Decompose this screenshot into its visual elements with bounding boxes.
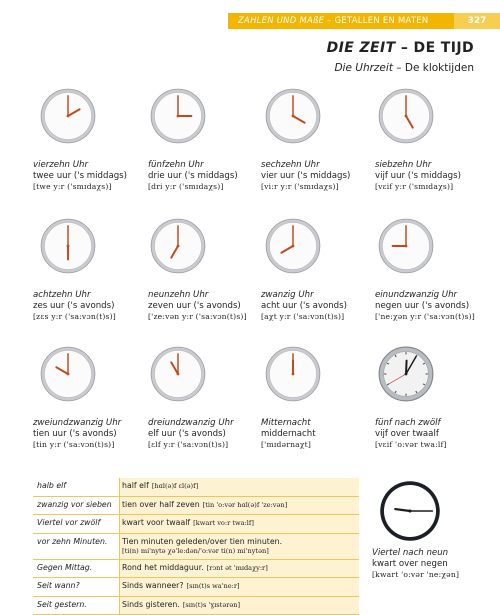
clock-caption xyxy=(261,160,376,192)
clock-label-nl: vijf uur ('s middags) xyxy=(375,171,490,182)
clock-face-icon xyxy=(40,346,96,402)
phrase-pronunciation: [kwart vo:r twa:lf] xyxy=(193,519,254,527)
phrase-de: Viertel vor zwölf xyxy=(37,518,100,527)
phrase-de: Seit wann? xyxy=(37,581,80,590)
clock-image xyxy=(265,88,321,144)
clock-label-nl: middernacht xyxy=(261,429,376,440)
clock-label-de: fünf nach zwölf xyxy=(375,418,490,429)
clock-face-icon xyxy=(40,88,96,144)
clock-image xyxy=(40,346,96,402)
phrase-translation-cell xyxy=(119,515,359,533)
phrase-row xyxy=(33,597,359,615)
section-header-bar xyxy=(228,13,500,29)
clock-pronunciation: [vɛif y:r ('smɪdaχs)] xyxy=(375,182,490,193)
clock-label-de: neunzehn Uhr xyxy=(148,290,263,301)
clock-label-de: achtzehn Uhr xyxy=(33,290,148,301)
phrase-row xyxy=(33,497,359,516)
clock-label-nl: zeven uur ('s avonds) xyxy=(148,301,263,312)
page-title-nl: DE TIJD xyxy=(414,40,474,56)
wall-clock-caption xyxy=(372,548,487,580)
clock-label-nl: negen uur ('s avonds) xyxy=(375,301,490,312)
clock-caption xyxy=(261,290,376,322)
clock-caption xyxy=(148,290,263,322)
clock-pronunciation: [dri y:r ('smɪdaχs)] xyxy=(148,182,263,193)
page-title-de: DIE ZEIT xyxy=(327,40,396,56)
page-title xyxy=(327,40,474,56)
clock-image xyxy=(378,218,434,274)
phrase-translation-cell xyxy=(119,560,359,578)
phrase-nl xyxy=(122,518,254,527)
clock-caption xyxy=(33,418,148,450)
phrase-nl xyxy=(122,500,287,509)
page-subtitle-nl: De kloktijden xyxy=(405,62,474,74)
clock-caption xyxy=(375,418,490,450)
clock-label-nl: drie uur ('s middags) xyxy=(148,171,263,182)
clock-label-nl: vier uur ('s middags) xyxy=(261,171,376,182)
phrase-row xyxy=(33,478,359,497)
clock-caption xyxy=(33,290,148,322)
clock-face-icon xyxy=(265,346,321,402)
clock-caption xyxy=(261,418,376,450)
clock-image xyxy=(265,346,321,402)
phrase-nl-text: Tien minuten geleden/over tien minuten. xyxy=(122,537,282,546)
wall-clock-pronunciation: [kwart 'o:vər 'ne:χən] xyxy=(372,570,487,581)
phrase-de: halb elf xyxy=(37,481,66,490)
clock-pronunciation: ['mɪdərnaχt] xyxy=(261,440,376,451)
phrase-de: zwanzig vor sieben xyxy=(37,500,112,509)
phrase-de: Gegen Mittag. xyxy=(37,563,92,572)
phrase-row xyxy=(33,534,359,560)
phrase-translation-cell xyxy=(119,534,359,559)
clock-face-icon xyxy=(378,88,434,144)
clock-pronunciation: [vi:r y:r ('smɪdaχs)] xyxy=(261,182,376,193)
clock-face-icon xyxy=(378,346,434,402)
clock-face-icon xyxy=(378,218,434,274)
phrase-translation-cell xyxy=(119,597,359,615)
phrase-row xyxy=(33,560,359,579)
phrase-de: vor zehn Minuten. xyxy=(37,537,107,546)
phrase-row xyxy=(33,515,359,534)
phrase-de: Seit gestern. xyxy=(37,600,87,609)
clock-caption xyxy=(148,418,263,450)
page-subtitle-dash: – xyxy=(396,62,401,74)
wall-clock-label-de: Viertel nach neun xyxy=(372,548,487,559)
clock-pronunciation: [vɛif 'o:vər twa:lf] xyxy=(375,440,490,451)
clock-image xyxy=(150,88,206,144)
phrase-nl xyxy=(122,600,240,609)
clock-label-de: vierzehn Uhr xyxy=(33,160,148,171)
clock-label-de: zweiundzwanzig Uhr xyxy=(33,418,148,429)
clock-pronunciation: [twe y:r ('smɪdaχs)] xyxy=(33,182,148,193)
phrase-row xyxy=(33,578,359,597)
phrase-pronunciation: [hɑl(ə)f ɛl(ə)f] xyxy=(152,482,198,490)
clock-label-nl: acht uur ('s avonds) xyxy=(261,301,376,312)
clock-image xyxy=(150,218,206,274)
clock-pronunciation: ['ne:χən y:r ('sa:vɔn(t)s)] xyxy=(375,312,490,323)
clock-label-nl: zes uur ('s avonds) xyxy=(33,301,148,312)
page-number: 327 xyxy=(454,13,500,29)
clock-label-de: dreiundzwanzig Uhr xyxy=(148,418,263,429)
phrase-nl xyxy=(122,481,198,490)
page-subtitle xyxy=(334,62,474,74)
clock-pronunciation: [zɛs y:r ('sa:vɔn(t)s)] xyxy=(33,312,148,323)
phrase-pronunciation: [sɪn(t)s 'ɣɪstərən] xyxy=(183,601,240,609)
phrase-table xyxy=(33,478,359,615)
clock-image xyxy=(378,88,434,144)
clock-label-de: einundzwanzig Uhr xyxy=(375,290,490,301)
clock-label-nl: tien uur ('s avonds) xyxy=(33,429,148,440)
phrase-nl-text: kwart voor twaalf xyxy=(122,518,190,527)
wall-clock-label-nl: kwart over negen xyxy=(372,559,487,570)
clock-label-nl: twee uur ('s middags) xyxy=(33,171,148,182)
clock-label-de: Mitternacht xyxy=(261,418,376,429)
phrase-nl xyxy=(122,537,282,546)
section-header-nl: GETALLEN EN MATEN xyxy=(335,15,429,25)
clock-image xyxy=(40,88,96,144)
phrase-pronunciation: [sɪn(t)s wa'ne:r] xyxy=(187,582,240,590)
clock-pronunciation: [tin y:r ('sa:vɔn(t)s)] xyxy=(33,440,148,451)
section-header-title xyxy=(238,15,428,25)
clock-caption xyxy=(148,160,263,192)
clock-label-de: zwanzig Uhr xyxy=(261,290,376,301)
phrase-nl-text: tien over half zeven xyxy=(122,500,200,509)
phrase-translation-cell xyxy=(119,478,359,496)
section-header-de: ZAHLEN UND MAßE xyxy=(238,15,324,25)
phrase-nl xyxy=(122,581,240,590)
phrase-translation-cell xyxy=(119,497,359,515)
clock-label-de: fünfzehn Uhr xyxy=(148,160,263,171)
clock-face-icon xyxy=(265,218,321,274)
phrase-nl xyxy=(122,563,268,572)
clock-image xyxy=(265,218,321,274)
clock-face-icon xyxy=(150,88,206,144)
phrase-nl-text: Sinds gisteren. xyxy=(122,600,180,609)
clock-pronunciation: [aχt y:r ('sa:vɔn(t)s)] xyxy=(261,312,376,323)
clock-face-icon xyxy=(150,218,206,274)
clock-caption xyxy=(375,290,490,322)
clock-label-nl: vijf over twaalf xyxy=(375,429,490,440)
clock-image xyxy=(378,346,434,402)
clock-label-de: siebzehn Uhr xyxy=(375,160,490,171)
wall-clock-icon xyxy=(379,480,441,542)
phrase-translation-cell xyxy=(119,578,359,596)
wall-clock-image xyxy=(379,480,441,542)
phrase-nl-text: Rond het middaguur. xyxy=(122,563,204,572)
phrase-nl-text: Sinds wanneer? xyxy=(122,581,184,590)
page-title-dash: – xyxy=(401,40,408,56)
page-subtitle-de: Die Uhrzeit xyxy=(334,62,392,74)
clock-pronunciation: [ɛlf y:r ('sa:vɔn(t)s)] xyxy=(148,440,263,451)
clock-caption xyxy=(375,160,490,192)
phrase-pronunciation: [ti(n) mi'nytə χə'le:dən/'o:vər ti(n) mi'nytən] xyxy=(122,547,269,555)
phrase-pronunciation: [rɔnt ət 'mɪdaχy:r] xyxy=(207,564,268,572)
clock-pronunciation: ['ze:vən y:r ('sa:vɔn(t)s)] xyxy=(148,312,263,323)
phrase-pronunciation: [tin 'o:vər hɑl(ə)f 'ze:vən] xyxy=(203,501,288,509)
clock-face-icon xyxy=(40,218,96,274)
clock-image xyxy=(40,218,96,274)
clock-face-icon xyxy=(265,88,321,144)
phrase-nl-text: half elf xyxy=(122,481,149,490)
clock-image xyxy=(150,346,206,402)
clock-label-nl: elf uur ('s avonds) xyxy=(148,429,263,440)
section-header-dash: – xyxy=(327,15,332,25)
clock-caption xyxy=(33,160,148,192)
clock-face-icon xyxy=(150,346,206,402)
clock-label-de: sechzehn Uhr xyxy=(261,160,376,171)
